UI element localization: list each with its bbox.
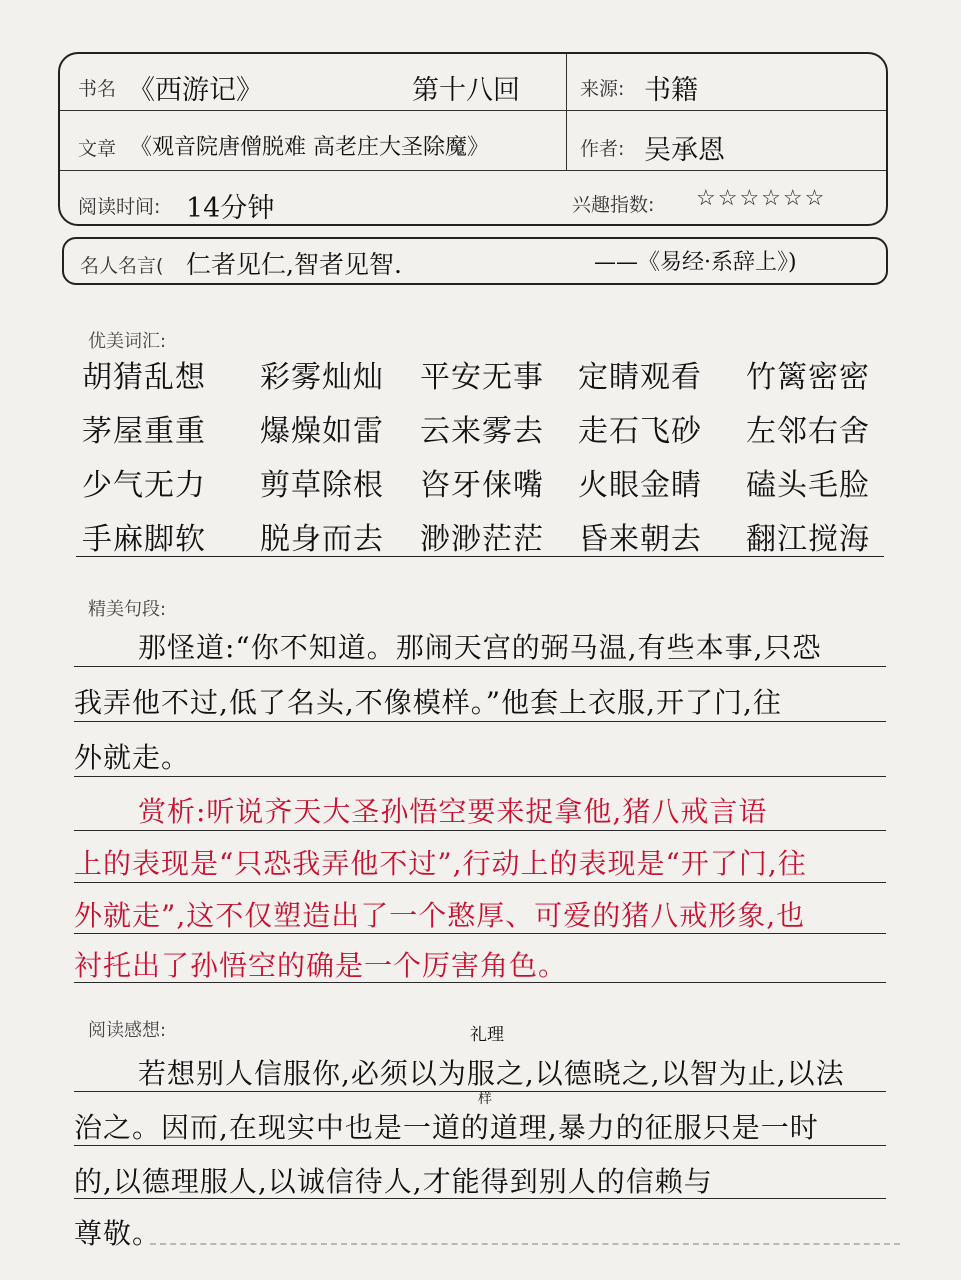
reflection-line: 尊敬。 [74, 1217, 162, 1250]
vocab-word: 磕头毛脸 [746, 468, 870, 503]
vocab-word: 左邻右舍 [746, 414, 870, 449]
reflection-line: 治之。因而,在现实中也是一道的道理,暴力的征服只是一时 [74, 1111, 819, 1144]
card-divider [60, 170, 886, 171]
vocabulary-row [82, 460, 892, 514]
vocab-word: 茅屋重重 [82, 414, 206, 449]
vocabulary-label: 优美词汇: [88, 331, 167, 352]
insertion-annotation: 礼理 [470, 1025, 504, 1045]
ruled-line [74, 830, 886, 831]
quote-source: ——《易经·系辞上》) [594, 250, 797, 275]
vocabulary-row [82, 514, 892, 568]
author-label: 作者: [580, 138, 625, 160]
vocabulary-grid [82, 352, 892, 568]
source-value: 书籍 [644, 75, 698, 106]
vocab-word: 竹篱密密 [746, 360, 870, 395]
analysis-line: 上的表现是“只恐我弄他不过”,行动上的表现是“开了门,往 [74, 847, 807, 880]
vocab-word: 翻江搅海 [746, 522, 870, 557]
vocabulary-row [82, 352, 892, 406]
vocab-word: 云来雾去 [420, 414, 544, 449]
source-label: 来源: [580, 78, 625, 100]
card-column-divider [566, 54, 567, 170]
vocab-word: 胡猜乱想 [82, 360, 206, 395]
vocab-word: 咨牙俫嘴 [420, 468, 544, 503]
chapter-number: 第十八回 [412, 75, 520, 106]
vocab-word: 少气无力 [82, 468, 206, 503]
vocab-word: 剪草除根 [260, 468, 384, 503]
vocab-word: 手麻脚软 [82, 522, 206, 557]
vocab-word: 昏来朝去 [578, 522, 702, 557]
analysis-line: 衬托出了孙悟空的确是一个厉害角色。 [74, 949, 568, 982]
vocab-word: 彩雾灿灿 [260, 360, 384, 395]
ruled-line [74, 933, 886, 934]
article-label: 文章 [78, 138, 117, 160]
ruled-line [74, 982, 886, 983]
vocab-word: 定睛观看 [578, 360, 702, 395]
vocabulary-underline [76, 556, 884, 557]
vocab-word: 火眼金睛 [578, 468, 702, 503]
ruled-line [74, 776, 886, 777]
quote-text: 仁者见仁,智者见智. [186, 250, 402, 279]
insertion-annotation: 样 [478, 1091, 492, 1107]
page-bottom-dashed-line [150, 1243, 900, 1245]
reflection-line: 若想别人信服你,必须以为服之,以德晓之,以智为止,以法 [138, 1057, 845, 1090]
ruled-line [74, 1091, 886, 1092]
ruled-line [74, 1145, 886, 1146]
vocab-word: 渺渺茫茫 [420, 522, 544, 557]
reading-time-value: 14分钟 [186, 193, 275, 224]
excerpt-label: 精美句段: [88, 599, 167, 620]
excerpt-line: 我弄他不过,低了名头,不像模样。”他套上衣服,开了门,往 [74, 686, 782, 719]
vocabulary-row [82, 406, 892, 460]
famous-quote-box [62, 237, 888, 285]
author-value: 吴承恩 [644, 135, 725, 166]
vocab-word: 爆燥如雷 [260, 414, 384, 449]
interest-label: 兴趣指数: [572, 194, 655, 216]
book-info-card [58, 52, 888, 226]
ruled-line [74, 721, 886, 722]
reading-time-label: 阅读时间: [78, 196, 161, 218]
reflection-label: 阅读感想: [88, 1020, 167, 1041]
vocab-word: 脱身而去 [260, 522, 384, 557]
ruled-line [74, 882, 886, 883]
excerpt-line: 外就走。 [74, 741, 191, 774]
book-label: 书名 [78, 78, 117, 100]
interest-stars: ☆☆☆☆☆☆ [696, 186, 827, 211]
ruled-line [74, 666, 886, 667]
reflection-line: 的,以德理服人,以诚信待人,才能得到别人的信赖与 [74, 1165, 713, 1198]
vocab-word: 走石飞砂 [578, 414, 702, 449]
excerpt-line: 那怪道:“你不知道。那闹天宫的弼马温,有些本事,只恐 [138, 631, 822, 664]
card-divider [60, 110, 886, 111]
vocab-word: 平安无事 [420, 360, 544, 395]
article-title: 《观音院唐僧脱难 高老庄大圣除魔》 [130, 135, 489, 160]
ruled-line [74, 1198, 886, 1199]
analysis-line: 外就走”,这不仅塑造出了一个憨厚、可爱的猪八戒形象,也 [74, 899, 806, 932]
analysis-line: 赏析:听说齐天大圣孙悟空要来捉拿他,猪八戒言语 [138, 795, 768, 828]
book-title: 《西游记》 [128, 75, 263, 106]
quote-label: 名人名言( [80, 255, 164, 277]
